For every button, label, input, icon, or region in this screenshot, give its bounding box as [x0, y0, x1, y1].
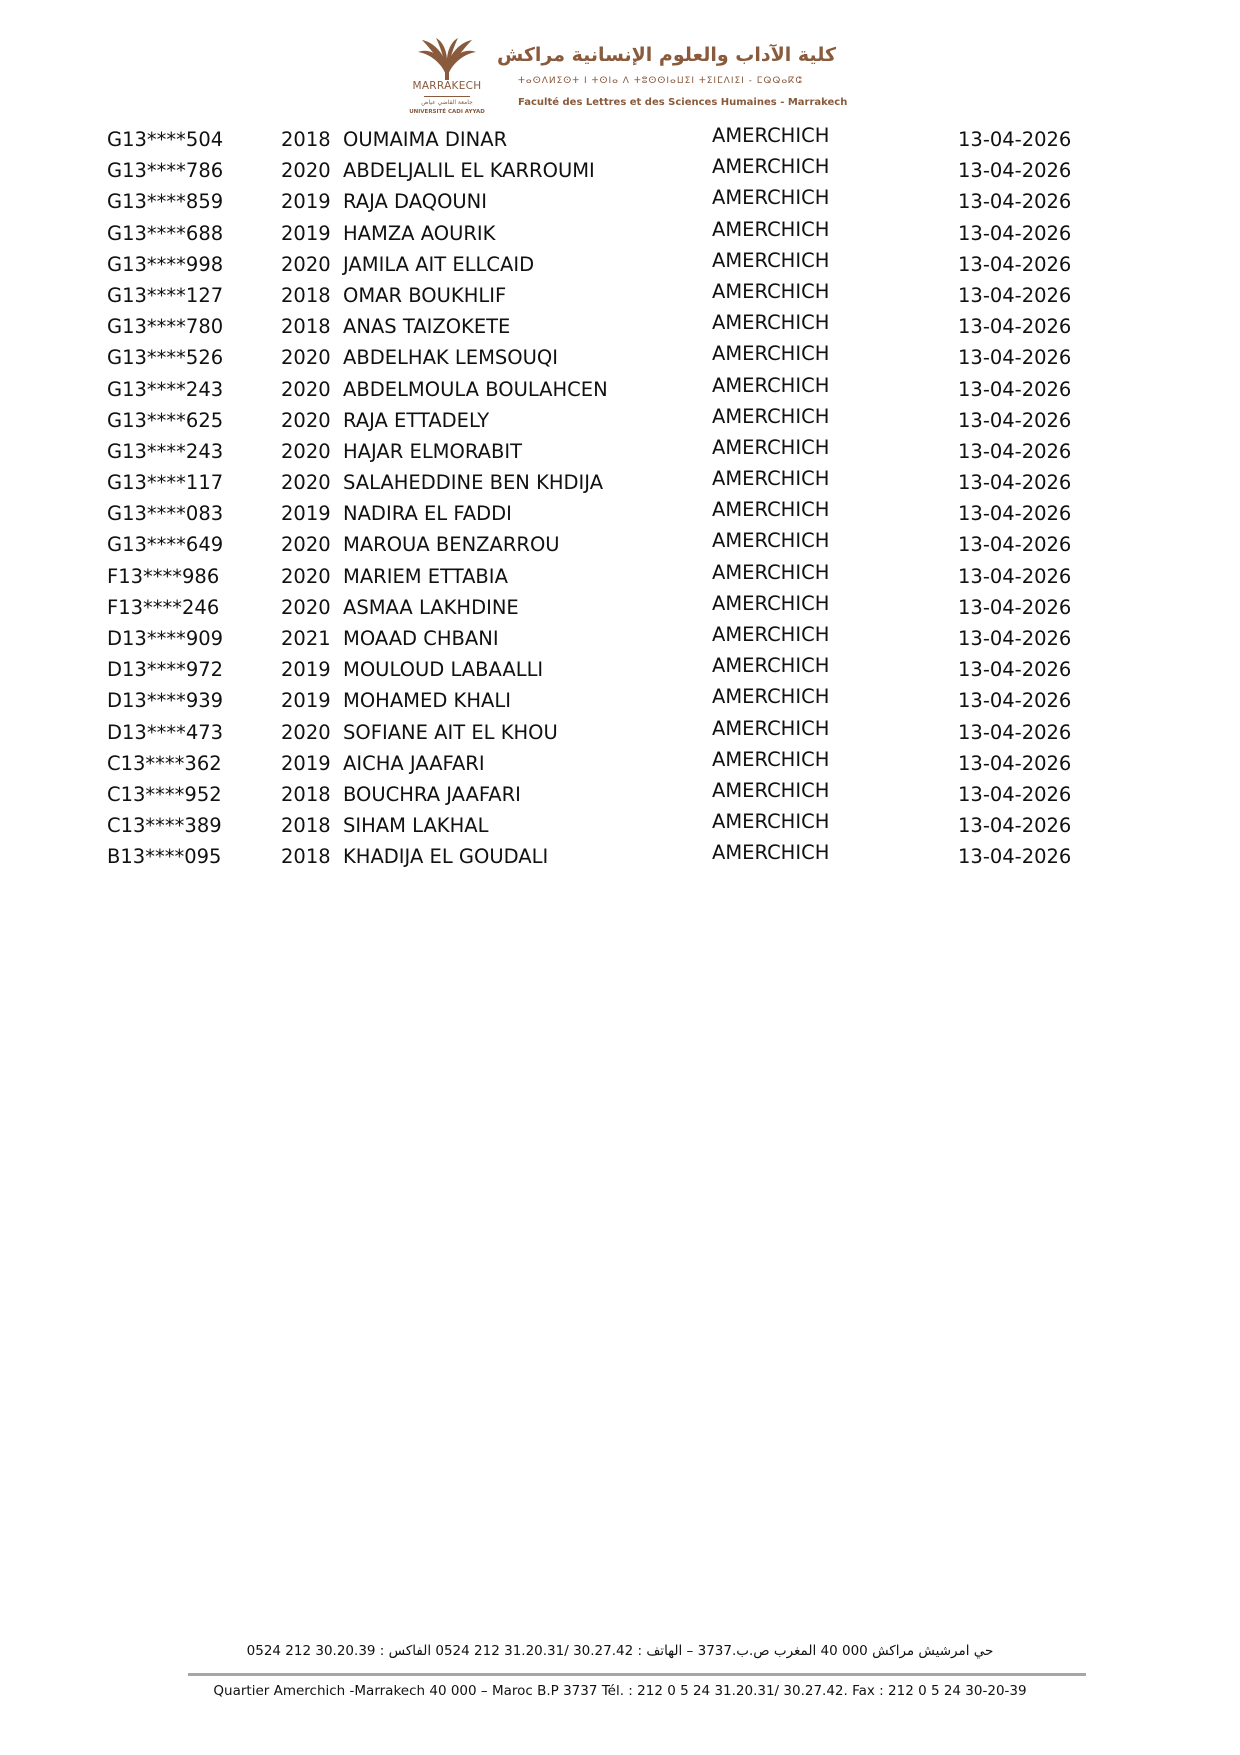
list-item: [0, 188, 1240, 219]
student-code: G13****083: [107, 502, 224, 526]
logo-divider: [424, 96, 470, 97]
date-value: 13-04-2026: [958, 627, 1072, 650]
site-name: AMERCHICH: [712, 654, 830, 678]
student-name: ABDELJALIL EL KARROUMI: [343, 159, 595, 183]
list-item: [0, 531, 1240, 562]
list-item: [0, 157, 1240, 188]
date-value: 13-04-2026: [958, 845, 1072, 869]
date-value: 13-04-2026: [958, 283, 1072, 307]
enrollment-year: 2020: [281, 533, 331, 557]
student-code: D13****939: [107, 689, 224, 713]
enrollment-year: 2021: [281, 627, 331, 650]
student-code: G13****998: [107, 252, 224, 276]
student-code: G13****243: [107, 439, 224, 463]
logo-university-arabic: جامعة القاضي عياض: [421, 99, 473, 106]
student-name: OMAR BOUKHLIF: [343, 283, 507, 307]
list-item: [0, 469, 1240, 500]
enrollment-year: 2018: [281, 283, 331, 307]
student-name: MAROUA BENZARROU: [343, 533, 560, 557]
faculty-name-tifinagh: ⵜⴰⵙⴷⵍⵉⵙⵜ ⵏ ⵜⵙⵏⴰ ⴷ ⵜⵓⵙⵙⵏⴰⵡⵉⵏ ⵜⵉⵏⵎⴷⵏⵉⵏ - ⵎⵕⵕⴰⴽⵛ: [518, 76, 803, 86]
student-code: G13****649: [107, 533, 224, 557]
list-item: [0, 591, 1240, 625]
student-code: C13****952: [107, 782, 222, 806]
date-value: 13-04-2026: [958, 751, 1072, 775]
date-value: 13-04-2026: [958, 471, 1072, 495]
list-item: [0, 500, 1240, 531]
date-value: 13-04-2026: [958, 128, 1072, 151]
date-value: 13-04-2026: [958, 159, 1072, 183]
list-item: [0, 625, 1240, 656]
enrollment-year: 2020: [281, 346, 331, 370]
student-code: G13****786: [107, 159, 224, 183]
student-code: F13****246: [107, 595, 220, 619]
enrollment-year: 2018: [281, 128, 331, 151]
list-item: [0, 313, 1240, 344]
date-value: 13-04-2026: [958, 502, 1072, 526]
student-code: D13****909: [107, 627, 224, 650]
list-item: [0, 435, 1240, 469]
student-code: G13****625: [107, 408, 224, 432]
list-item: [0, 656, 1240, 687]
student-code: G13****243: [107, 377, 224, 401]
faculty-header: [408, 36, 848, 122]
list-item: [0, 843, 1240, 874]
student-name: KHADIJA EL GOUDALI: [343, 845, 549, 869]
date-value: 13-04-2026: [958, 252, 1072, 276]
enrollment-year: 2019: [281, 221, 331, 245]
date-value: 13-04-2026: [958, 408, 1072, 432]
enrollment-year: 2018: [281, 315, 331, 339]
footer-address-french: Quartier Amerchich -Marrakech 40 000 – Maroc B.P 3737 Tél. : 212 0 5 24 31.20.31/ 30.27.42. Fax : 212 0 5 24 30-20-39: [213, 1683, 1027, 1699]
site-name: AMERCHICH: [712, 248, 830, 272]
date-value: 13-04-2026: [958, 814, 1072, 838]
date-value: 13-04-2026: [958, 658, 1072, 682]
logo-university-french: UNIVERSITÉ CADI AYYAD: [409, 109, 485, 115]
date-value: 13-04-2026: [958, 720, 1072, 744]
student-code: C13****389: [107, 814, 222, 838]
student-code: C13****362: [107, 751, 222, 775]
list-item: [0, 687, 1240, 718]
student-code: G13****504: [107, 128, 224, 151]
list-item: [0, 217, 1240, 251]
student-name: MOULOUD LABAALLI: [343, 658, 544, 682]
enrollment-year: 2019: [281, 751, 331, 775]
student-code: G13****688: [107, 221, 224, 245]
student-name: RAJA ETTADELY: [343, 408, 490, 432]
faculty-name-arabic: كلية الآداب والعلوم الإنسانية مراكش: [496, 44, 836, 66]
student-code: G13****859: [107, 190, 224, 214]
enrollment-year: 2020: [281, 439, 331, 463]
student-name: RAJA DAQOUNI: [343, 190, 488, 214]
logo-city-text: MARRAKECH: [412, 80, 482, 92]
student-code: G13****780: [107, 315, 224, 339]
list-item: [0, 373, 1240, 407]
list-item: [0, 248, 1240, 282]
footer-address-arabic: حي امرشيش مراكش 000 40 المغرب ص.ب.3737 – الهاتف : 30.27.42 /31.20.31 212 0524 الفاكس : 30.20.39 212 0524: [246, 1643, 994, 1659]
date-value: 13-04-2026: [958, 689, 1072, 713]
site-name: AMERCHICH: [712, 186, 830, 210]
enrollment-year: 2020: [281, 471, 331, 495]
student-code: G13****526: [107, 346, 224, 370]
student-code: D13****972: [107, 658, 224, 682]
list-item: [0, 778, 1240, 812]
enrollment-year: 2018: [281, 845, 331, 869]
date-value: 13-04-2026: [958, 377, 1072, 401]
student-name: SOFIANE AIT EL KHOU: [343, 720, 558, 744]
student-name: NADIRA EL FADDI: [343, 502, 512, 526]
student-code: G13****127: [107, 283, 224, 307]
site-name: AMERCHICH: [712, 591, 830, 615]
site-name: AMERCHICH: [712, 435, 830, 459]
student-name: BOUCHRA JAAFARI: [343, 782, 521, 806]
date-value: 13-04-2026: [958, 533, 1072, 557]
date-value: 13-04-2026: [958, 595, 1072, 619]
list-item: [0, 279, 1240, 313]
date-value: 13-04-2026: [958, 782, 1072, 806]
site-name: AMERCHICH: [712, 124, 830, 147]
site-name: AMERCHICH: [712, 342, 830, 366]
site-name: AMERCHICH: [712, 810, 830, 834]
student-name: ANAS TAIZOKETE: [343, 315, 511, 339]
site-name: AMERCHICH: [712, 716, 830, 740]
site-name: AMERCHICH: [712, 155, 830, 179]
enrollment-year: 2020: [281, 720, 331, 744]
site-name: AMERCHICH: [712, 685, 830, 709]
site-name: AMERCHICH: [712, 747, 830, 771]
enrollment-year: 2020: [281, 377, 331, 401]
palm-logo-icon: [414, 36, 480, 80]
student-code: D13****473: [107, 720, 224, 744]
student-list: [0, 126, 1240, 875]
student-code: G13****117: [107, 471, 224, 495]
student-name: OUMAIMA DINAR: [343, 128, 508, 151]
site-name: AMERCHICH: [712, 373, 830, 397]
student-code: F13****986: [107, 564, 220, 588]
site-name: AMERCHICH: [712, 529, 830, 553]
list-item: [0, 747, 1240, 781]
date-value: 13-04-2026: [958, 221, 1072, 245]
list-item: [0, 560, 1240, 594]
university-logo: [408, 36, 486, 122]
list-item: [0, 812, 1240, 843]
student-name: HAMZA AOURIK: [343, 221, 496, 245]
student-name: HAJAR ELMORABIT: [343, 439, 522, 463]
date-value: 13-04-2026: [958, 315, 1072, 339]
student-name: ASMAA LAKHDINE: [343, 595, 519, 619]
date-value: 13-04-2026: [958, 439, 1072, 463]
site-name: AMERCHICH: [712, 841, 830, 865]
site-name: AMERCHICH: [712, 467, 830, 491]
enrollment-year: 2020: [281, 408, 331, 432]
site-name: AMERCHICH: [712, 311, 830, 335]
site-name: AMERCHICH: [712, 498, 830, 522]
student-name: MOAAD CHBANI: [343, 627, 499, 650]
list-item: [0, 716, 1240, 750]
faculty-name-french: Faculté des Lettres et des Sciences Humaines - Marrakech: [518, 97, 848, 108]
site-name: AMERCHICH: [712, 404, 830, 428]
date-value: 13-04-2026: [958, 564, 1072, 588]
site-name: AMERCHICH: [712, 217, 830, 241]
list-item: [0, 126, 1240, 157]
student-name: ABDELHAK LEMSOUQI: [343, 346, 559, 370]
enrollment-year: 2020: [281, 252, 331, 276]
list-item: [0, 344, 1240, 375]
enrollment-year: 2019: [281, 658, 331, 682]
date-value: 13-04-2026: [958, 190, 1072, 214]
enrollment-year: 2020: [281, 159, 331, 183]
student-name: ABDELMOULA BOULAHCEN: [343, 377, 608, 401]
site-name: AMERCHICH: [712, 279, 830, 303]
student-name: JAMILA AIT ELLCAID: [343, 252, 535, 276]
enrollment-year: 2018: [281, 782, 331, 806]
enrollment-year: 2019: [281, 502, 331, 526]
enrollment-year: 2019: [281, 689, 331, 713]
student-name: SALAHEDDINE BEN KHDIJA: [343, 471, 604, 495]
student-name: AICHA JAAFARI: [343, 751, 485, 775]
enrollment-year: 2018: [281, 814, 331, 838]
student-code: B13****095: [107, 845, 222, 869]
list-item: [0, 404, 1240, 438]
enrollment-year: 2019: [281, 190, 331, 214]
enrollment-year: 2020: [281, 564, 331, 588]
date-value: 13-04-2026: [958, 346, 1072, 370]
student-name: MARIEM ETTABIA: [343, 564, 508, 588]
student-name: MOHAMED KHALI: [343, 689, 511, 713]
site-name: AMERCHICH: [712, 560, 830, 584]
enrollment-year: 2020: [281, 595, 331, 619]
site-name: AMERCHICH: [712, 778, 830, 802]
student-name: SIHAM LAKHAL: [343, 814, 489, 838]
footer-divider: [188, 1673, 1086, 1676]
site-name: AMERCHICH: [712, 623, 830, 646]
